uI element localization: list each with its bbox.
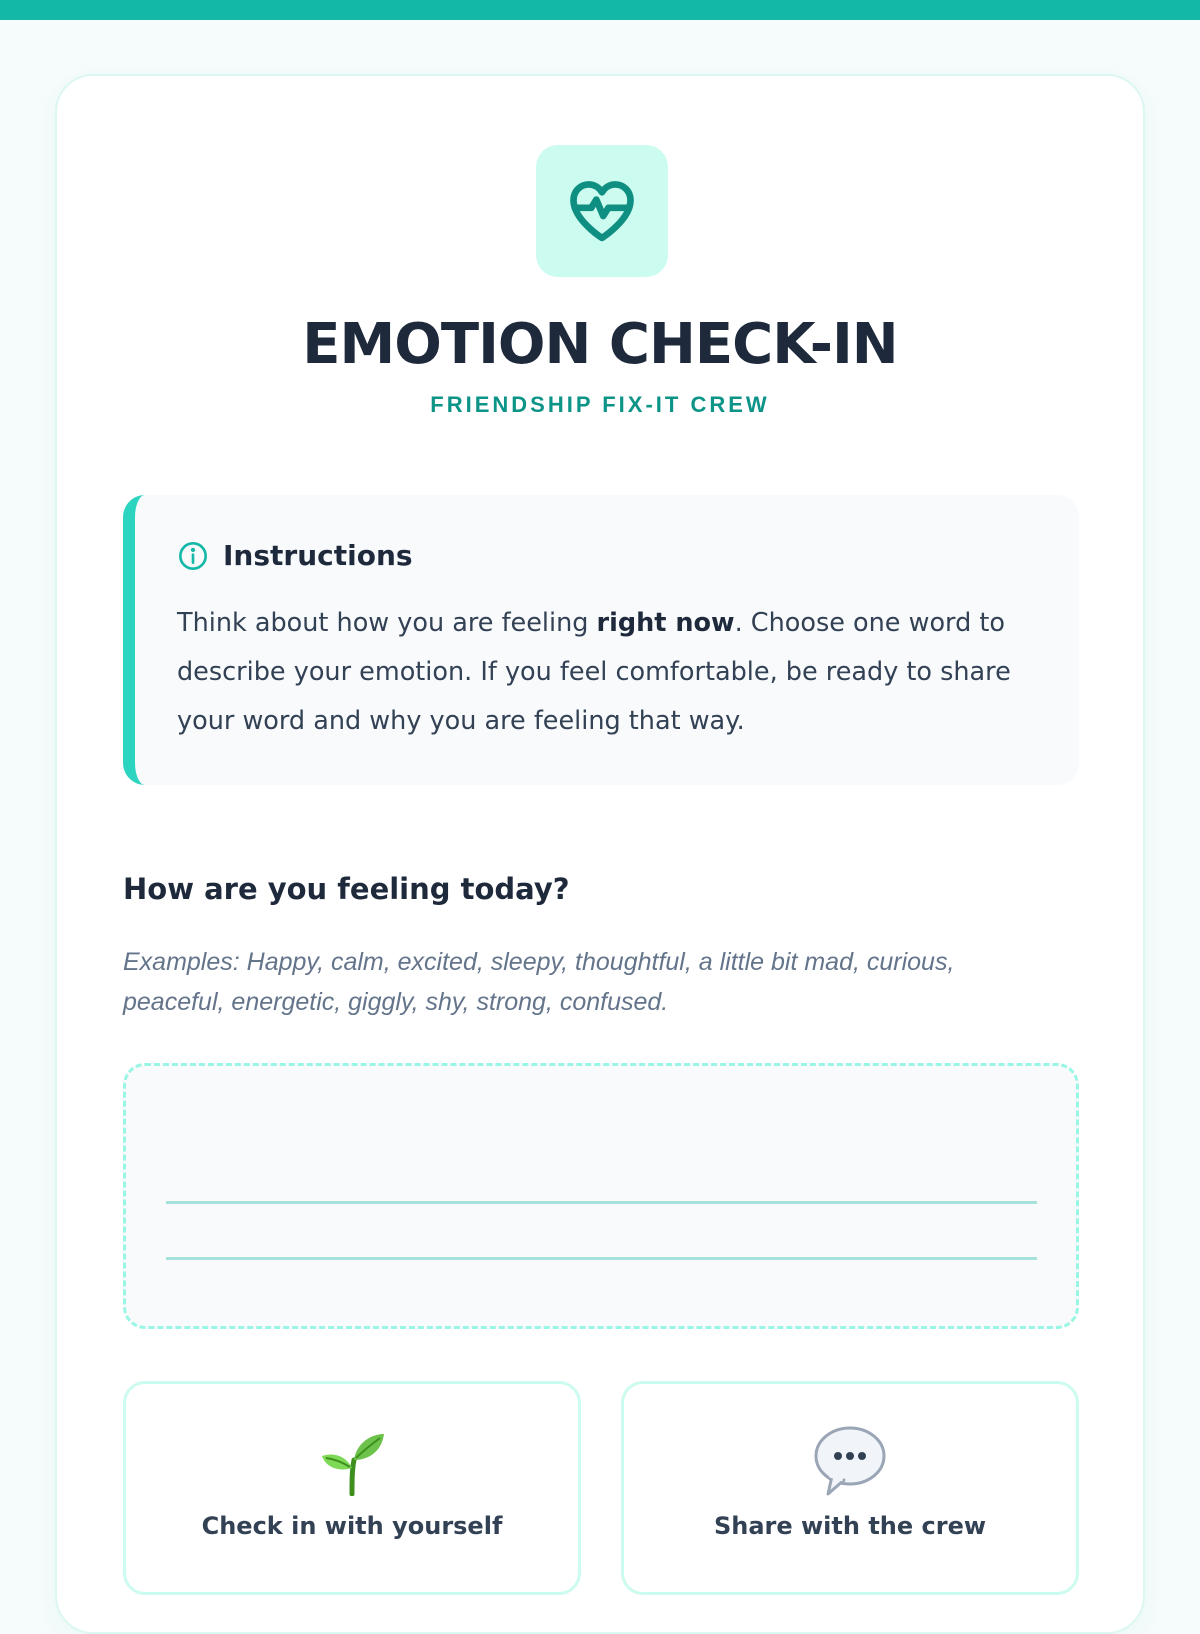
speech-bubble-icon [624,1424,1076,1496]
instructions-text [177,599,1047,746]
instructions-title: Instructions [223,539,413,572]
heart-pulse-icon [564,173,640,249]
share-with-crew-label: Share with the crew [713,1512,987,1540]
instructions-text-end: . Choose one word to describe your emotion. If you feel comfortable, be ready to share your word and why you are feeling that way. [177,608,1011,736]
writing-line [166,1201,1037,1204]
seedling-icon [126,1424,578,1496]
logo-tile [536,145,668,277]
instructions-panel [123,495,1079,785]
info-icon [177,540,209,572]
share-with-crew-button[interactable] [621,1381,1079,1595]
feeling-answer-field[interactable] [123,1063,1079,1329]
feeling-examples: Examples: Happy, calm, excited, sleepy, thoughtful, a little bit mad, curious, peaceful, energetic, giggly, shy, strong, confused. [123,948,955,1016]
top-accent-bar [0,0,1200,20]
instructions-text-emphasis: right now [596,608,735,638]
feeling-question: How are you feeling today? [123,872,570,906]
checkin-card [55,74,1145,1634]
page-subtitle: FRIENDSHIP FIX-IT CREW [430,392,770,417]
check-in-yourself-label: Check in with yourself [201,1512,503,1540]
page-title: EMOTION CHECK-IN [302,312,898,377]
instructions-text-start: Think about how you are feeling [177,608,597,638]
check-in-yourself-button[interactable] [123,1381,581,1595]
writing-line [166,1257,1037,1260]
instructions-header [177,539,413,572]
